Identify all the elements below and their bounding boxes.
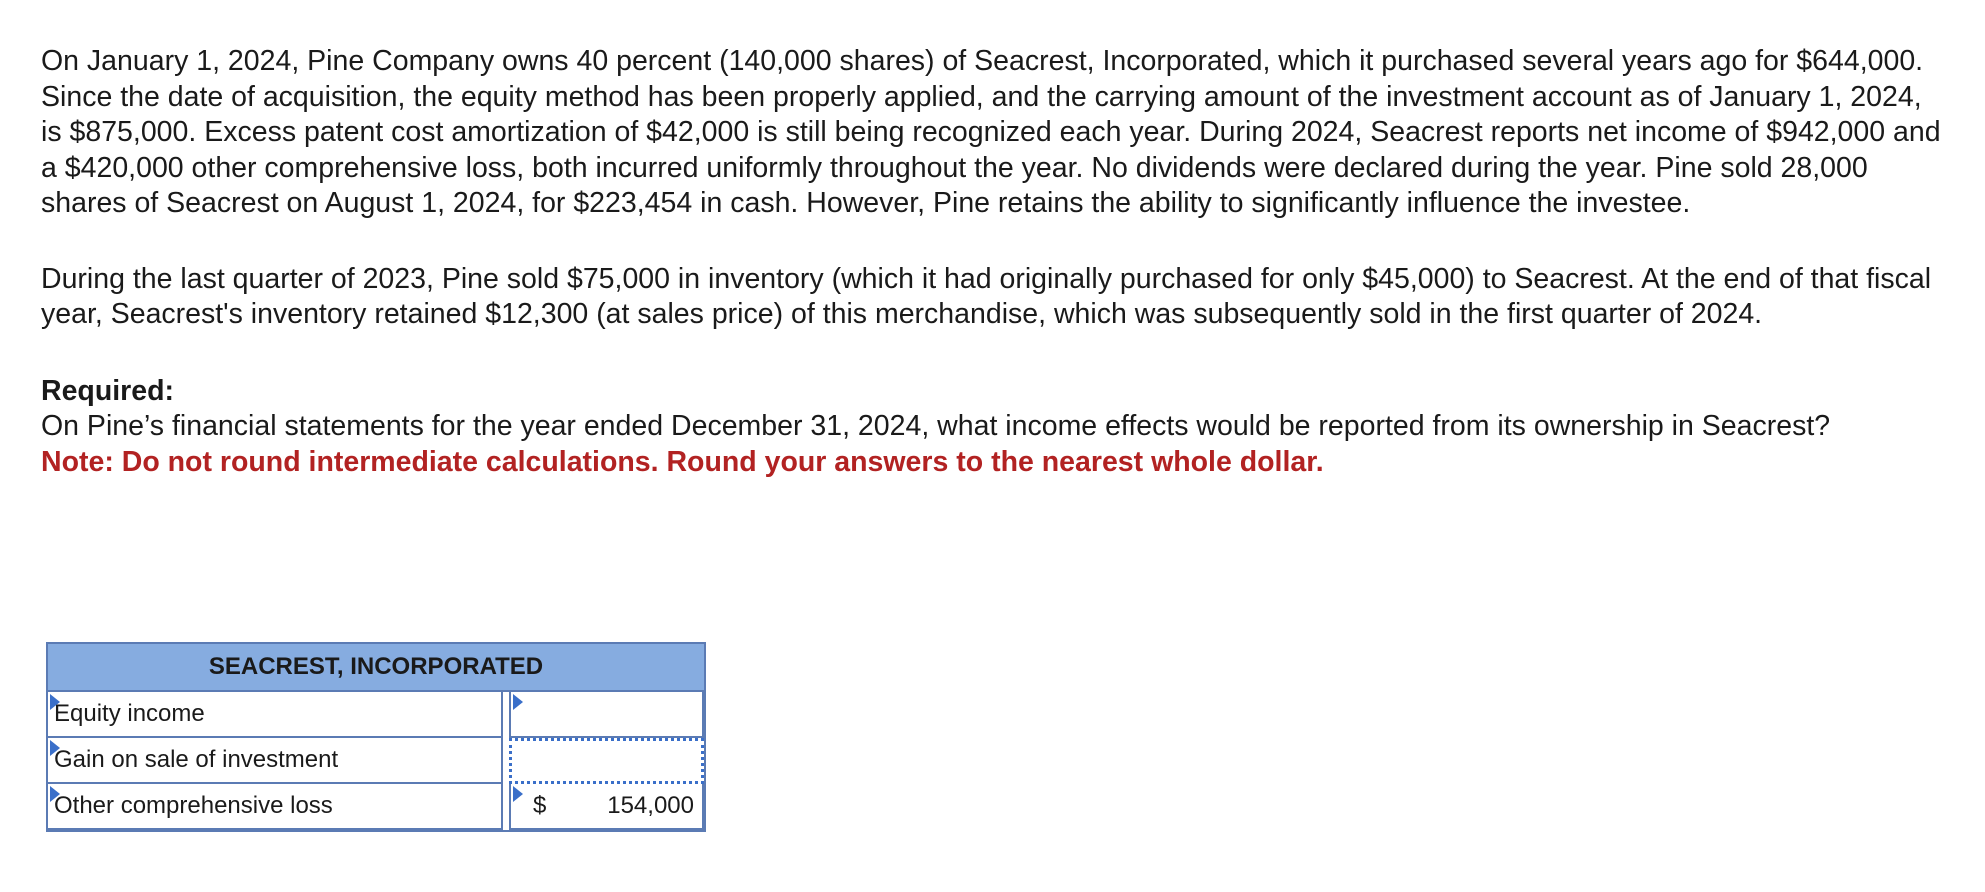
gain-on-sale-input[interactable]	[512, 741, 701, 781]
rounding-note: Note: Do not round intermediate calculations. Round your answers to the nearest whole dollar.	[41, 446, 1324, 478]
row-label: Other comprehensive loss	[54, 792, 333, 819]
flag-icon	[513, 786, 523, 802]
table-row	[48, 692, 704, 738]
flag-icon	[50, 694, 60, 710]
problem-paragraph-1: On January 1, 2024, Pine Company owns 40 percent (140,000 shares) of Seacrest, Incorporated, which it purchased several years ago for $644,000. Since the date of acquisition, the equity method has been properly applied, and the carrying amount of the investment account as of January 1, 2024, is $875,000. Excess patent cost amortization of $42,000 is still being recognized each year. During 2024, Seacrest reports net income of $942,000 and a $420,000 other comprehensive loss, both incurred uniformly throughout the year. No dividends were declared during the year. Pine sold 28,000 shares of Seacrest on August 1, 2024, for $223,454 in cash. However, Pine retains the ability to significantly influence the investee.	[41, 45, 1941, 219]
row-label: Equity income	[54, 700, 205, 727]
required-heading: Required:	[41, 374, 175, 407]
table-header: SEACREST, INCORPORATED	[48, 644, 704, 692]
problem-content	[41, 44, 1941, 480]
row-label-cell	[48, 784, 503, 830]
row-label-cell	[48, 692, 503, 738]
problem-paragraph-2: During the last quarter of 2023, Pine sold $75,000 in inventory (which it had originally purchased for only $45,000) to Seacrest. At the end of that fiscal year, Seacrest's inventory retained $12,300 (at sales price) of this merchandise, which was subsequently sold in the first quarter of 2024.	[41, 262, 1932, 330]
question-text: On Pine’s financial statements for the year ended December 31, 2024, what income effects would be reported from its ownership in Seacrest?	[41, 409, 1831, 442]
currency-symbol: $	[533, 792, 547, 819]
flag-icon	[50, 740, 60, 756]
table-row	[48, 784, 704, 830]
other-comprehensive-loss-cell[interactable]	[509, 784, 704, 830]
answer-table	[46, 642, 706, 832]
row-label-cell	[48, 738, 503, 784]
other-comprehensive-loss-value: 154,000	[607, 792, 694, 819]
equity-income-cell[interactable]	[509, 692, 704, 738]
required-section	[41, 373, 1941, 481]
gain-on-sale-cell[interactable]	[509, 738, 704, 784]
equity-income-input[interactable]	[511, 692, 702, 736]
table-row	[48, 738, 704, 784]
flag-icon	[50, 786, 60, 802]
row-label: Gain on sale of investment	[54, 746, 339, 773]
